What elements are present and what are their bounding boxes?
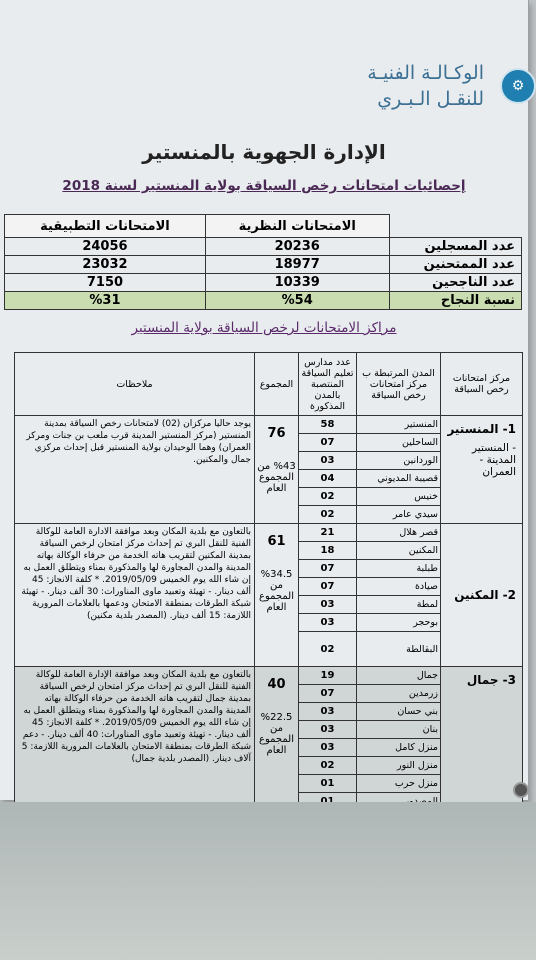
stats-header-row bbox=[5, 215, 522, 238]
col-notes: ملاحظات bbox=[15, 353, 255, 416]
town-name: لمطة bbox=[357, 596, 441, 614]
stats-row-label: عدد الممتحنين bbox=[389, 256, 522, 274]
town-name: جمال bbox=[357, 667, 441, 685]
col-total: المجموع bbox=[255, 353, 299, 416]
center-cell bbox=[441, 416, 523, 524]
agency-logo-icon: ⚙ bbox=[500, 68, 536, 104]
stats-row bbox=[5, 274, 522, 292]
table-row bbox=[15, 416, 523, 434]
stats-practical-value: 23032 bbox=[5, 256, 206, 274]
group-note: يوجد حاليا مركزان (02) لامتحانات رخص السياقة بمدينة المنستير (مركز المنستير المدينة قرب ملعب بن جنات ومركز العمران) وهما الوحيدان بولاية المنستير قبل إحداث مركزي جمال والمكنين. bbox=[15, 416, 255, 524]
town-name: قصر هلال bbox=[357, 524, 441, 542]
pin-icon bbox=[513, 782, 529, 798]
town-name: منزل كامل bbox=[357, 739, 441, 757]
school-count: 07 bbox=[299, 578, 357, 596]
col-center: مركز امتحانات رخص السياقة bbox=[441, 353, 523, 416]
col-schools: عدد مدارس تعليم السياقة المنتصبة بالمدن المذكورة bbox=[299, 353, 357, 416]
town-name: سيدي عامر bbox=[357, 506, 441, 524]
town-name: المنستير bbox=[357, 416, 441, 434]
town-name: صيادة bbox=[357, 578, 441, 596]
stats-theory-value: %54 bbox=[205, 292, 389, 310]
centers-section-title: مراكز الامتحانات لرخص السياقة بولاية المنستير bbox=[131, 320, 397, 336]
town-name: بنان bbox=[357, 721, 441, 739]
school-count: 19 bbox=[299, 667, 357, 685]
school-count: 03 bbox=[299, 614, 357, 632]
school-count: 03 bbox=[299, 596, 357, 614]
col-towns: المدن المرتبطة ب مركز امتحانات رخص السياقة bbox=[357, 353, 441, 416]
centers-table bbox=[14, 352, 523, 846]
town-name: الوردانين bbox=[357, 452, 441, 470]
school-count: 03 bbox=[299, 739, 357, 757]
town-name: المكنين bbox=[357, 542, 441, 560]
town-name: منزل حرب bbox=[357, 775, 441, 793]
stats-row-label: عدد الناجحين bbox=[389, 274, 522, 292]
stats-practical-value: %31 bbox=[5, 292, 206, 310]
page-subtitle: إحصائيات امتحانات رخص السياقة بولاية المنستير لسنة 2018 bbox=[62, 178, 466, 194]
group-total-cell bbox=[255, 416, 299, 524]
page-title: الإدارة الجهوية بالمنستير bbox=[142, 140, 386, 164]
group-total-cell bbox=[255, 524, 299, 667]
center-cell bbox=[441, 524, 523, 667]
school-count: 03 bbox=[299, 703, 357, 721]
background-surface bbox=[0, 802, 536, 960]
stats-theory-value: 20236 bbox=[205, 238, 389, 256]
org-name-line2: للنقـل الـبـري bbox=[377, 88, 484, 110]
town-name: بني حسان bbox=[357, 703, 441, 721]
town-name: بوحجر bbox=[357, 614, 441, 632]
stats-col-practical: الامتحانات التطبيقية bbox=[5, 215, 206, 238]
stats-theory-value: 18977 bbox=[205, 256, 389, 274]
stats-practical-value: 24056 bbox=[5, 238, 206, 256]
school-count: 02 bbox=[299, 488, 357, 506]
school-count: 02 bbox=[299, 506, 357, 524]
school-count: 58 bbox=[299, 416, 357, 434]
school-count: 07 bbox=[299, 560, 357, 578]
school-count: 03 bbox=[299, 721, 357, 739]
town-name: البقالطة bbox=[357, 632, 441, 667]
group-percent: %43 من المجموع العام bbox=[257, 461, 296, 494]
center-name: 1- المنستير bbox=[447, 422, 516, 436]
stats-table bbox=[4, 214, 522, 310]
centers-header-row bbox=[15, 353, 523, 416]
town-name: قصيبة المديوني bbox=[357, 470, 441, 488]
group-note: بالتعاون مع بلدية المكان وبعد موافقة الادارة العامة للوكالة الفنية للنقل البري تم إحداث مركز امتحان لرخص السياقة بمدينة المكنين لتقريب هاته الخدمة من حرفاء الوكالة بهاته المدينة والمدن المجاورة لها والمذكورة بمناء ويتطلق العمل به إن شاء الله يوم الخميس 2019/05/09. * كلفة الانجاز: 45 ألف دينار. - تهيئة وتعبيد ماوى المناورات: 30 ألف دينار. - تهيئة شبكة الطرقات بمنطقة الامتحان ودعمها بالعلامات المرورية اللازمة: 15 ألف دينار. (المصدر بلدية مكنين) bbox=[15, 524, 255, 667]
school-count: 01 bbox=[299, 775, 357, 793]
town-name: منزل النور bbox=[357, 757, 441, 775]
school-count: 02 bbox=[299, 632, 357, 667]
town-name: طبلبة bbox=[357, 560, 441, 578]
town-name: زرمدين bbox=[357, 685, 441, 703]
stats-corner bbox=[389, 215, 522, 238]
stats-row-label: عدد المسجلين bbox=[389, 238, 522, 256]
stats-practical-value: 7150 bbox=[5, 274, 206, 292]
school-count: 18 bbox=[299, 542, 357, 560]
school-count: 04 bbox=[299, 470, 357, 488]
stats-row bbox=[5, 238, 522, 256]
group-total: 40 bbox=[267, 677, 286, 692]
group-total: 61 bbox=[267, 534, 286, 549]
group-percent: %22.5 من المجموع العام bbox=[259, 712, 294, 756]
center-name: 3- جمال bbox=[466, 673, 516, 687]
center-name: 2- المكنين bbox=[454, 588, 516, 602]
table-row bbox=[15, 524, 523, 542]
stats-row bbox=[5, 256, 522, 274]
school-count: 02 bbox=[299, 757, 357, 775]
org-name-line1: الوكـالـة الفنيـة bbox=[367, 62, 484, 84]
center-sub: - المنستير المدينة - العمران bbox=[472, 442, 516, 478]
table-row bbox=[15, 667, 523, 685]
group-note: بالتعاون مع بلدية المكان وبعد موافقة الإدارة العامة للوكالة الفنية للنقل البري تم إحداث مركز امتحان لرخص السياقة بمدينة جمال لتقريب هاته الخدمة من حرفاء الوكالة بهاته المدينة والمدن المجاورة لها والمذكورة بمناء ويتطلق العمل به إن شاء الله يوم الخميس 2019/05/09. * كلفة الانجاز: 45 ألف دينار. - تهيئة وتعبيد ماوى المناورات: 40 ألف دينار. - دعم شبكة الطرقات بمنطقة الامتحان بالعلامات المرورية اللازمة: 5 آلاف دينار. (المصدر بلدية جمال) bbox=[15, 667, 255, 829]
town-name: خنيس bbox=[357, 488, 441, 506]
group-percent: %34.5 من المجموع العام bbox=[259, 569, 294, 613]
school-count: 21 bbox=[299, 524, 357, 542]
group-total: 76 bbox=[267, 426, 286, 441]
school-count: 07 bbox=[299, 685, 357, 703]
stats-row-success-rate bbox=[5, 292, 522, 310]
stats-col-theory: الامتحانات النظرية bbox=[205, 215, 389, 238]
school-count: 03 bbox=[299, 452, 357, 470]
stats-theory-value: 10339 bbox=[205, 274, 389, 292]
town-name: الساحلين bbox=[357, 434, 441, 452]
stats-row-label: نسبة النجاح bbox=[389, 292, 522, 310]
school-count: 07 bbox=[299, 434, 357, 452]
